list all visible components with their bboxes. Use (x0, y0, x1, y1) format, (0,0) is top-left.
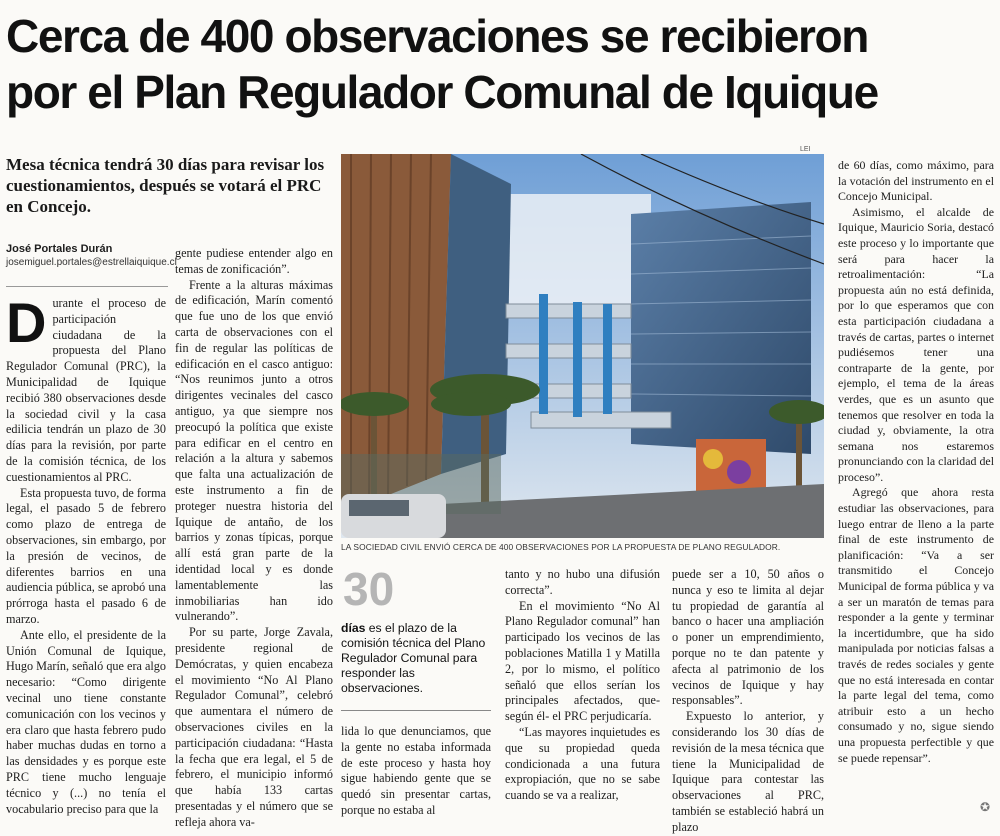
byline (6, 242, 177, 269)
headline-line-2: por el Plan Regulador Comunal de Iquique (6, 66, 878, 118)
author-name: José Portales Durán (6, 243, 113, 255)
article-column-4 (505, 567, 660, 804)
paragraph: Por su parte, Jorge Zavala, presidente regional de Demócratas, y quien encabeza el movimiento “No Al Plano Regulador Comunal”, celebró que aumentara el número de observaciones civiles en la participación ciudadana: “Hasta la fecha que era legal, el 5 de febrero, el municipio informó que había 133 cartas presentadas y el número que se refleja ahora va- (175, 625, 333, 829)
paragraph: En el movimiento “No Al Plano Regulador comunal” han participado los vecinos de las poblaciones Matilla 1 y Matilla 2, por lo mismo, el político señaló que ellos serían los principales afectados, que-según él- el PRC perjudicaría. (505, 598, 660, 724)
article-photo (341, 154, 824, 538)
photo-credit: LEI (800, 146, 811, 153)
paragraph: Frente a la alturas máximas de edificación, Marín comentó que fue uno de los que envió carta de observaciones con el fin de regular las políticas de edificación en el casco antiguo: “Nos reunimos junto a otros dirigentes vecinales del casco antiguo, ya que siempre nos preocupó la política que existe para edificar en el centro en relación a la altura y sabemos que falta una actualización de este instrumento a fin de proteger nuestra historia del Iquique de antaño, de los barrios y zonas típicas, porque allí está gran parte de la identidad local y es donde lamentablemente las inmobiliarias han ido vulnerando”. (175, 277, 333, 624)
article-column-3 (341, 724, 491, 819)
paragraph: Agregó que ahora resta estudiar las observaciones, para luego entrar de lleno a la parte final de este instrumento de planificación: “Va a ser transmitido el Concejo Municipal de forma pública y va a ser un maratón de temas para responder a la gente y terminar la incertidumbre, que ha sido manipulada por noticias falsas a través de redes sociales y gente que no está interesada en contar la parte legal del tema, como atribuir esto a un hecho consumado y no, sigue siendo una propuesta perfectible y que se puede repensar”. (838, 485, 994, 765)
author-email: josemiguel.portales@estrellaiquique.cl (6, 257, 177, 268)
fact-divider (341, 710, 491, 711)
photo-caption: LA SOCIEDAD CIVIL ENVIÓ CERCA DE 400 OBSERVACIONES POR LA PROPUESTA DE PLANO REGULADOR. (341, 542, 781, 552)
paragraph: urante el proceso de participación ciudadana de la propuesta del Plano Regulador Comunal (PRC), la Municipalidad de Iquique recibió 380 observaciones desde la sociedad civil y la casa edilicia tendrán un plazo de 30 días para la revisión, por parte de la comisión técnica, de los cuestionamientos al PRC. (6, 296, 166, 484)
article-column-1 (6, 291, 166, 817)
paragraph: Asimismo, el alcalde de Iquique, Mauricio Soria, destacó este proceso y lo importante que será para hacer la retroalimentación: “La propuesta aún no está definida, por lo que esperamos que con esta participación ciudadana a través de cartas, partes o internet pudiésemos tener una contraparte de la gente, por ejemplo, el tema de la áreas verdes, que es un asunto que tenemos que resolver en toda la ciudad y, obviamente, la otra semana nos estaremos pronunciando con la claridad del proceso”. (838, 204, 994, 484)
fact-lead: días (341, 621, 366, 635)
drop-cap: D (6, 291, 47, 354)
paragraph: puede ser a 10, 50 años o nunca y eso te limita al dejar tu propiedad de garantía al banco o hacer una ampliación o poner un emprendimiento, porque no te dan patente y afecta al patrimonio de los vecinos de Iquique y hay responsables”. (672, 567, 824, 708)
paragraph: de 60 días, como máximo, para la votación del instrumento en el Concejo Municipal. (838, 158, 994, 204)
subheadline: Mesa técnica tendrá 30 días para revisar los cuestionamientos, después se votará el PRC en Concejo. (6, 155, 325, 216)
paragraph: lida lo que denunciamos, que la gente no estaba informada de este proceso y hasta hoy sigue habiendo gente que se quedó sin presentar cartas, porque no estaba al (341, 724, 491, 817)
fact-box (341, 621, 491, 696)
paragraph: tanto y no hubo una difusión correcta”. (505, 567, 660, 597)
headline-line-1: Cerca de 400 observaciones se recibieron (6, 10, 868, 62)
paragraph: Esta propuesta tuvo, de forma legal, el pasado 5 de febrero como plazo de entrega de observaciones, sin embargo, por la presión de vecinos, de diferentes barrios en una audiencia pública, se aprobó una prórroga hasta el pasado 6 de marzo. (6, 485, 166, 626)
paragraph: Expuesto lo anterior, y considerando los 30 días de revisión de la mesa técnica que tiene la Municipalidad de Iquique para contestar las observaciones al PRC, también se estableció habrá un plazo (672, 709, 824, 834)
fact-text: es el plazo de la comisión técnica del Plano Regulador Comunal para responder las observaciones. (341, 621, 486, 695)
article-column-6 (838, 158, 994, 766)
headline (6, 8, 996, 120)
paragraph: “Las mayores inquietudes es que su propiedad queda condicionada a una futura expropiación, que no se sabe cuando se va a realizar, (505, 724, 660, 803)
paragraph: gente pudiese entender algo en temas de zonificación”. (175, 246, 333, 276)
end-mark-icon: ✪ (980, 800, 991, 814)
building-illustration (341, 154, 824, 538)
fact-number: 30 (343, 563, 395, 615)
byline-divider (6, 286, 168, 287)
article-column-2 (175, 246, 333, 830)
article-column-5 (672, 567, 824, 836)
paragraph: Ante ello, el presidente de la Unión Comunal de Iquique, Hugo Marín, señaló que era algo necesario: “Como dirigente vecinal uno tiene constante comunicación con los vecinos y era claro que hasta febrero pudo haber muchas dudas en torno a las densidades y es porque este PRC tiene mucho lenguaje técnico y (...) no tenía el vocabulario preciso para que la (6, 627, 166, 816)
